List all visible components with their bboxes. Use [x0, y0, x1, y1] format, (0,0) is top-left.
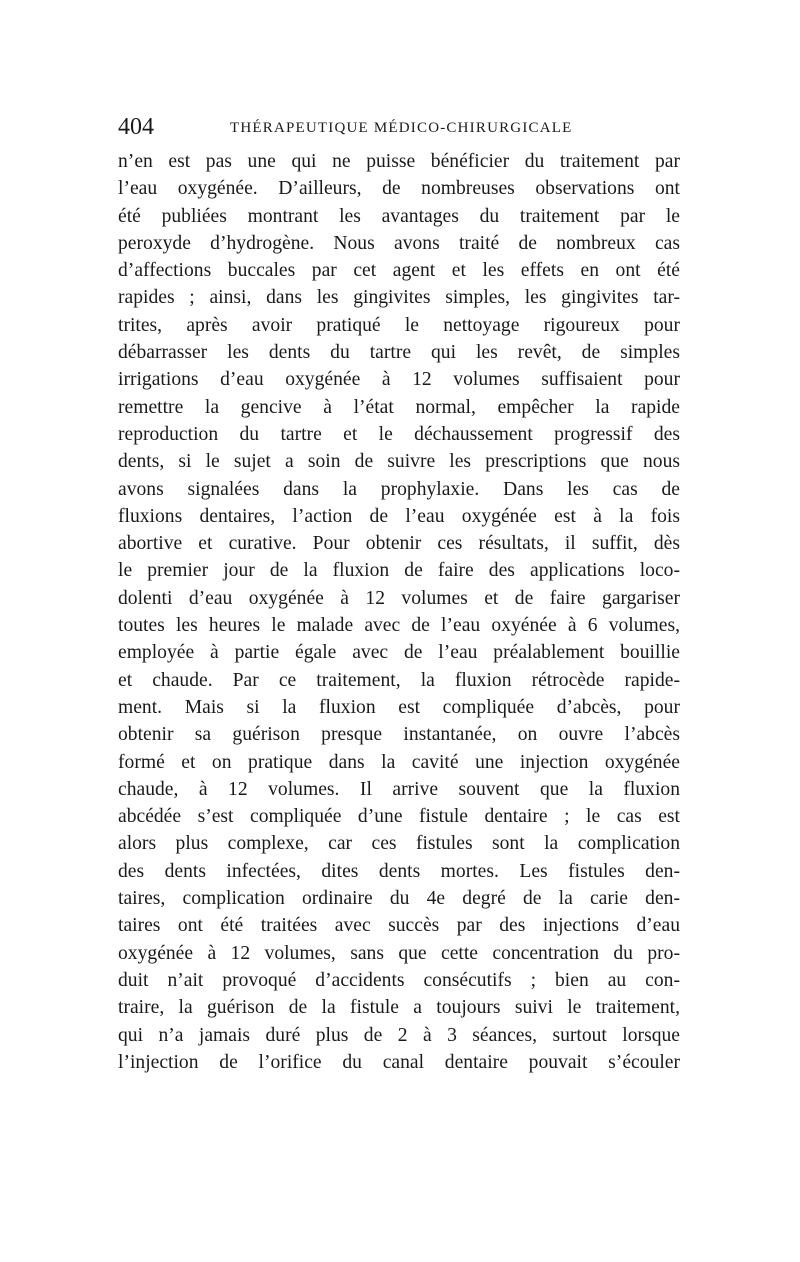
text-line: employée à partie égale avec de l’eau préalablement bouillie [118, 642, 680, 664]
text-line: débarrasser les dents du tartre qui les revêt, de simples [118, 342, 680, 364]
text-line: chaude, à 12 volumes. Il arrive souvent que la fluxion [118, 778, 680, 800]
text-line: obtenir sa guérison presque instantanée, on ouvre l’abcès [118, 724, 680, 746]
text-line: l’eau oxygénée. D’ailleurs, de nombreuses observations ont [118, 178, 680, 200]
text-line: duit n’ait provoqué d’accidents consécutifs ; bien au con- [118, 969, 680, 991]
text-line: irrigations d’eau oxygénée à 12 volumes suffisaient pour [118, 369, 680, 391]
running-title: THÉRAPEUTIQUE MÉDICO-CHIRURGICALE [230, 120, 573, 136]
text-line: des dents infectées, dites dents mortes. Les fistules den- [118, 860, 680, 882]
text-line: n’en est pas une qui ne puisse bénéficier du traitement par [118, 151, 680, 172]
text-line: toutes les heures le malade avec de l’eau oxyénée à 6 volumes, [118, 615, 680, 637]
text-line: remettre la gencive à l’état normal, empêcher la rapide [118, 396, 680, 418]
text-line: abcédée s’est compliquée d’une fistule dentaire ; le cas est [118, 806, 680, 828]
text-line: dolenti d’eau oxygénée à 12 volumes et de faire gargariser [118, 587, 680, 609]
body-paragraph [118, 148, 680, 1076]
text-line: rapides ; ainsi, dans les gingivites simples, les gingivites tar- [118, 287, 680, 309]
text-line: dents, si le sujet a soin de suivre les prescriptions que nous [118, 451, 680, 473]
text-line: peroxyde d’hydrogène. Nous avons traité de nombreux cas [118, 232, 680, 254]
text-line: et chaude. Par ce traitement, la fluxion rétrocède rapide- [118, 669, 680, 691]
text-line: oxygénée à 12 volumes, sans que cette concentration du pro- [118, 942, 680, 964]
text-line: taires, complication ordinaire du 4e degré de la carie den- [118, 888, 680, 910]
page-number: 404 [118, 114, 154, 140]
page-header [118, 112, 680, 142]
text-line: le premier jour de la fluxion de faire des applications loco- [118, 560, 680, 582]
text-line: abortive et curative. Pour obtenir ces résultats, il suffit, dès [118, 533, 680, 555]
text-line: d’affections buccales par cet agent et les effets en ont été [118, 260, 680, 282]
text-line: alors plus complexe, car ces fistules sont la complication [118, 833, 680, 855]
text-line: ment. Mais si la fluxion est compliquée d’abcès, pour [118, 696, 680, 718]
text-line: traire, la guérison de la fistule a toujours suivi le traitement, [118, 997, 680, 1019]
text-line: l’injection de l’orifice du canal dentaire pouvait s’écouler [118, 1051, 680, 1073]
text-line: reproduction du tartre et le déchaussement progressif des [118, 423, 680, 445]
text-line: trites, après avoir pratiqué le nettoyage rigoureux pour [118, 314, 680, 336]
text-line: formé et on pratique dans la cavité une injection oxygénée [118, 751, 680, 773]
text-line: été publiées montrant les avantages du traitement par le [118, 205, 680, 227]
text-line: qui n’a jamais duré plus de 2 à 3 séances, surtout lorsque [118, 1024, 680, 1046]
text-line: avons signalées dans la prophylaxie. Dans les cas de [118, 478, 680, 500]
text-line: fluxions dentaires, l’action de l’eau oxygénée est à la fois [118, 505, 680, 527]
text-line: taires ont été traitées avec succès par des injections d’eau [118, 915, 680, 937]
